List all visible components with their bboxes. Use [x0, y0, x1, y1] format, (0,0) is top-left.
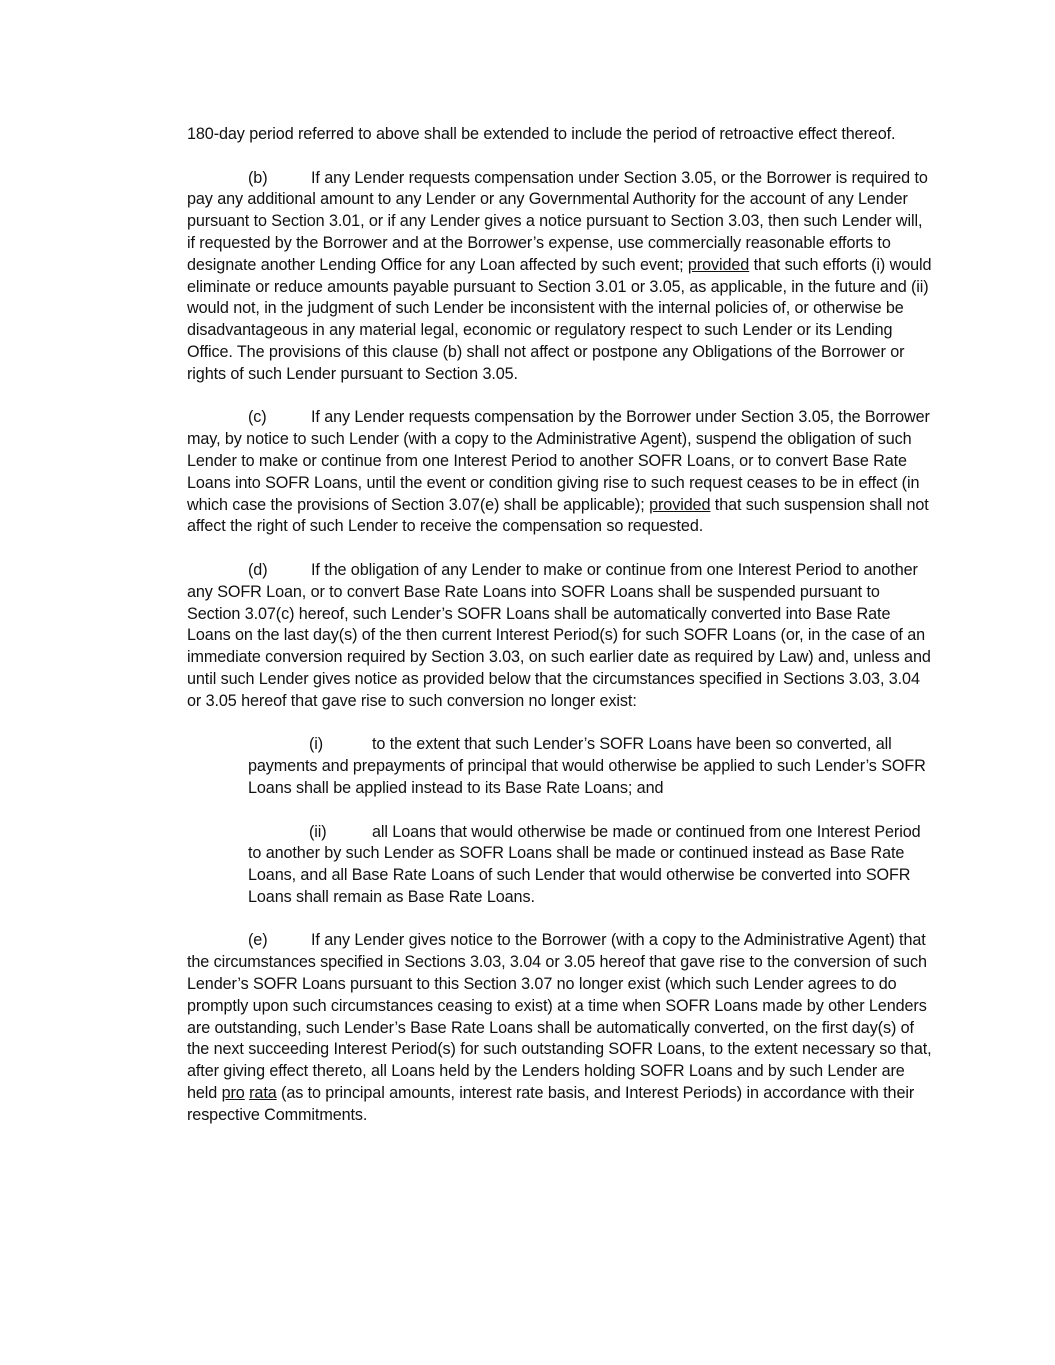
paragraph-b-text-part2: that such efforts (i) would eliminate or reduce amounts payable pursuant to Section 3.01 or 3.05, as applicable, in the future and (ii) would not, in the judgment of such Lender be inconsistent with the internal policies of, or otherwise be disadvantageous in any material legal, economic or regulatory respect to such Lender or its Lending Office. The provisions of this clause (b) shall not affect or postpone any Obligations of the Borrower or rights of such Lender pursuant to Section 3.05. [187, 255, 932, 383]
paragraph-c-text-part1: If any Lender requests compensation by the Borrower under Section 3.05, the Borrower may, by notice to such Lender (with a copy to the Administrative Agent), suspend the obligation of such Lender to make or continue from one Interest Period to another SOFR Loans, or to convert Base Rate Loans into SOFR Loans, until the event or condition giving rise to such request ceases to be in effect (in which case the provisions of Section 3.07(e) shall be applicable); [187, 408, 930, 514]
paragraph-e-rata: rata [249, 1084, 277, 1103]
paragraph-d-marker: (d) [248, 560, 268, 579]
paragraph-intro [187, 124, 932, 146]
paragraph-c [187, 407, 932, 538]
paragraph-c-text-part2: that such suspension shall not affect the right of such Lender to receive the compensation so requested. [187, 495, 929, 536]
paragraph-b-provided: provided [687, 255, 750, 274]
paragraph-d-text: If the obligation of any Lender to make or continue from one Interest Period to another any SOFR Loan, or to convert Base Rate Loans into SOFR Loans shall be suspended pursuant to Section 3.07(c) hereof, such Lender’s SOFR Loans shall be automatically converted into Base Rate Loans on the last day(s) of the then current Interest Period(s) for such SOFR Loans (or, in the case of an immediate conversion required by Section 3.03, on such earlier date as required by Law) and, unless and until such Lender gives notice as provided below that the circumstances specified in Sections 3.03, 3.04 or 3.05 hereof that gave rise to such conversion no longer exist: [187, 560, 931, 710]
subparagraph-d-i-text: to the extent that such Lender’s SOFR Loans have been so converted, all payments and prepayments of principal that would otherwise be applied to such Lender’s SOFR Loans shall be applied instead to its Base Rate Loans; and [248, 735, 926, 797]
document-page [187, 124, 932, 1148]
paragraph-c-marker: (c) [248, 408, 267, 427]
paragraph-d [187, 560, 932, 713]
subparagraph-d-i [248, 734, 932, 799]
paragraph-e-marker: (e) [248, 931, 268, 950]
paragraph-e-text-part1: If any Lender gives notice to the Borrower (with a copy to the Administrative Agent) that the circumstances specified in Sections 3.03, 3.04 or 3.05 hereof that gave rise to the conversion of such Lender’s SOFR Loans pursuant to this Section 3.07 no longer exist (which such Lender agrees to do promptly upon such circumstances ceasing to exist) at a time when SOFR Loans made by other Lenders are outstanding, such Lender’s Base Rate Loans shall be automatically converted, on the first day(s) of the next succeeding Interest Period(s) for such outstanding SOFR Loans, to the extent necessary so that, after giving effect thereto, all Loans held by the Lenders holding SOFR Loans and by such Lender are held [187, 931, 932, 1103]
paragraph-c-provided: provided [649, 495, 711, 514]
subparagraph-d-ii-text: all Loans that would otherwise be made or continued from one Interest Period to another by such Lender as SOFR Loans shall be made or continued instead as Base Rate Loans, and all Base Rate Loans of such Lender that would otherwise be converted into SOFR Loans shall remain as Base Rate Loans. [248, 822, 921, 906]
paragraph-b [187, 168, 932, 386]
paragraph-e [187, 930, 932, 1126]
subparagraph-d-i-marker: (i) [309, 735, 324, 754]
paragraph-e-pro: pro [221, 1084, 245, 1103]
subparagraph-d-ii-marker: (ii) [309, 822, 327, 841]
paragraph-intro-text: 180-day period referred to above shall be extended to include the period of retroactive effect thereof. [187, 125, 896, 143]
paragraph-e-text-part2: (as to principal amounts, interest rate basis, and Interest Periods) in accordance with their respective Commitments. [187, 1084, 915, 1124]
paragraph-b-text-part1: If any Lender requests compensation under Section 3.05, or the Borrower is required to pay any additional amount to any Lender or any Governmental Authority for the account of any Lender pursuant to Section 3.01, or if any Lender gives a notice pursuant to Section 3.03, then such Lender will, if requested by the Borrower and at the Borrower’s expense, use commercially reasonable efforts to designate another Lending Office for any Loan affected by such event; [187, 168, 928, 274]
paragraph-b-marker: (b) [248, 168, 268, 187]
subparagraph-d-ii [248, 822, 932, 909]
